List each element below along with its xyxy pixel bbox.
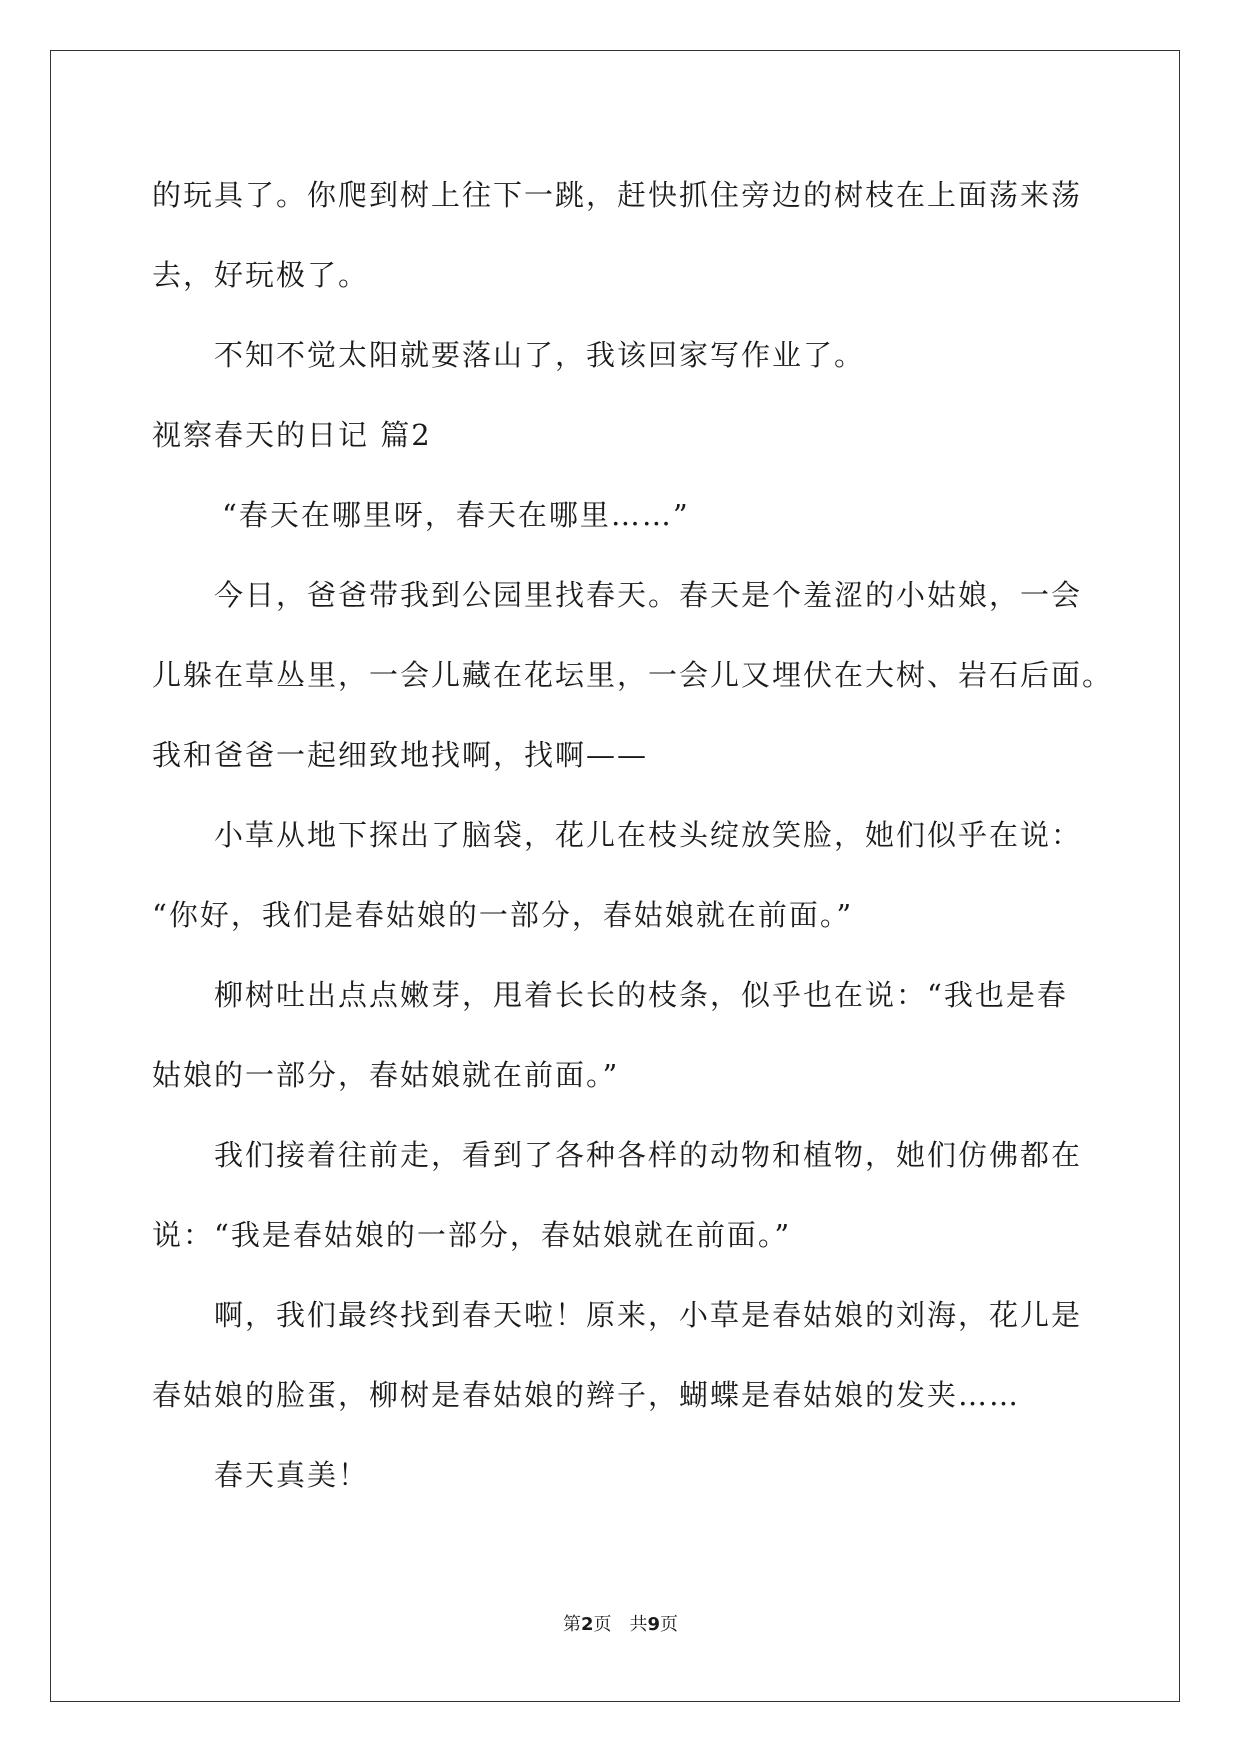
section-heading: 视察春天的日记 篇2	[152, 418, 432, 452]
paragraph-line: 我们接着往前走，看到了各种各样的动物和植物，她们仿佛都在	[214, 1138, 1083, 1172]
text-line: 我和爸爸一起细致地找啊，找啊——	[152, 738, 649, 772]
text-line: 去，好玩极了。	[152, 258, 370, 292]
text-line: 说：“我是春姑娘的一部分，春姑娘就在前面。”	[152, 1218, 792, 1252]
page-total-number: 9	[647, 1614, 661, 1635]
text-line: 的玩具了。你爬到树上往下一跳，赶快抓住旁边的树枝在上面荡来荡	[152, 178, 1083, 212]
page-footer	[0, 1610, 1241, 1636]
paragraph-line: 今日，爸爸带我到公园里找春天。春天是个羞涩的小姑娘，一会	[214, 578, 1083, 612]
total-prefix: 共	[629, 1614, 648, 1635]
text-line: 姑娘的一部分，春姑娘就在前面。”	[152, 1058, 620, 1092]
page-current-number: 2	[580, 1614, 594, 1635]
paragraph-line: 春天真美！	[214, 1458, 370, 1492]
text-line: “你好，我们是春姑娘的一部分，春姑娘就在前面。”	[152, 898, 854, 932]
paragraph-line: 柳树吐出点点嫩芽，甩着长长的枝条，似乎也在说：“我也是春	[214, 978, 1068, 1012]
total-suffix: 页	[660, 1614, 679, 1635]
paragraph-line: 啊，我们最终找到春天啦！原来，小草是春姑娘的刘海，花儿是	[214, 1298, 1083, 1332]
text-line: 春姑娘的脸蛋，柳树是春姑娘的辫子，蝴蝶是春姑娘的发夹……	[152, 1378, 1021, 1412]
paragraph-line: “春天在哪里呀，春天在哪里……”	[222, 498, 690, 532]
paragraph-line: 不知不觉太阳就要落山了，我该回家写作业了。	[214, 338, 866, 372]
paragraph-line: 小草从地下探出了脑袋，花儿在枝头绽放笑脸，她们似乎在说：	[214, 818, 1083, 852]
page-prefix: 第	[562, 1614, 581, 1635]
text-line: 儿躲在草丛里，一会儿藏在花坛里，一会儿又埋伏在大树、岩石后面。	[152, 658, 1114, 692]
page-suffix: 页	[593, 1614, 612, 1635]
